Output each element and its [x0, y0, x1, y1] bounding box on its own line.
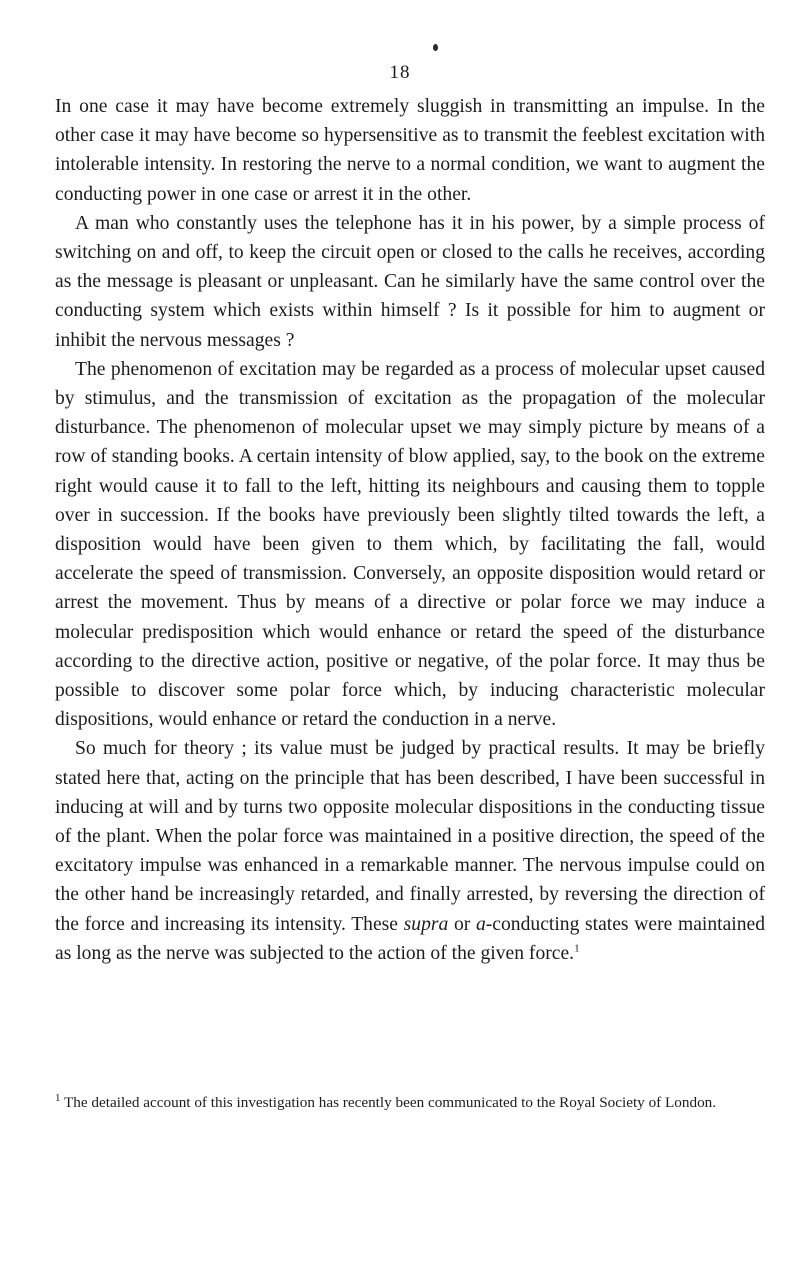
paragraph-2: A man who constantly uses the telephone has it in his power, by a simple process of switching on and off, to keep the circuit open or closed to the calls he receives, according as the message is pleasant or unpleasant. Can he similarly have the same control over the conducting system which exists within himself ? Is it possible for him to augment or inhibit the nervous messages ? [55, 212, 765, 351]
paragraph-4-text-middle: or [448, 913, 476, 935]
paragraph-1: In one case it may have become extremely sluggish in transmitting an impulse. In the other case it may have become so hypersensitive as to transmit the feeblest excitation with intolerable intensity. In restoring the nerve to a normal condition, we want to augment the conducting power in one case or arrest it in the other. [55, 96, 765, 205]
paragraph-4-text-before: So much for theory ; its value must be judged by practical results. It may be briefly stated here that, acting on the principle that has been described, I have been successful in inducing at will and by turns two opposite molecular dispositions in the conducting tissue of the plant. When the polar force was maintained in a positive direction, the speed of the excitatory impulse was enhanced in a remarkable manner. The nervous impulse could on the other hand be increasingly retarded, and finally arrested, by reversing the direction of the force and increasing its intensity. These [55, 738, 765, 935]
paragraph-3: The phenomenon of excitation may be regarded as a process of molecular upset caused by stimulus, and the transmission of excitation as the propagation of the molecular disturbance. The phenomenon of molecular upset we may simply picture by means of a row of standing books. A certain intensity of blow applied, say, to the book on the extreme right would cause it to fall to the left, hitting its neighbours and causing them to topple over in succession. If the books have previously been slightly tilted towards the left, a disposition would have been given to them which, by facilitating the fall, would accelerate the speed of transmission. Conversely, an opposite disposition would retard or arrest the movement. Thus by means of a directive or polar force we may induce a molecular predisposition which would enhance or retard the speed of the disturbance according to the directive action, positive or negative, of the polar force. It may thus be possible to discover some polar force which, by inducing characteristic molecular dispositions, would enhance or retard the conduction in a nerve. [55, 358, 765, 731]
footnote [55, 1093, 765, 1113]
italic-term-supra: supra [403, 913, 449, 935]
ink-speck [433, 44, 438, 51]
footnote-reference: 1 [574, 942, 580, 955]
page-number: 18 [389, 62, 411, 83]
paragraph-4-text-after: -conducting states were maintained as long as the nerve was subjected to the action of the given force. [55, 913, 766, 964]
footnote-text: The detailed account of this investigation has recently been communicated to the Royal Society of London. [60, 1094, 717, 1111]
footnote-marker: 1 [55, 1091, 61, 1104]
paragraph-4 [55, 734, 765, 968]
body-text [55, 92, 765, 968]
italic-term-a: a [475, 913, 486, 935]
